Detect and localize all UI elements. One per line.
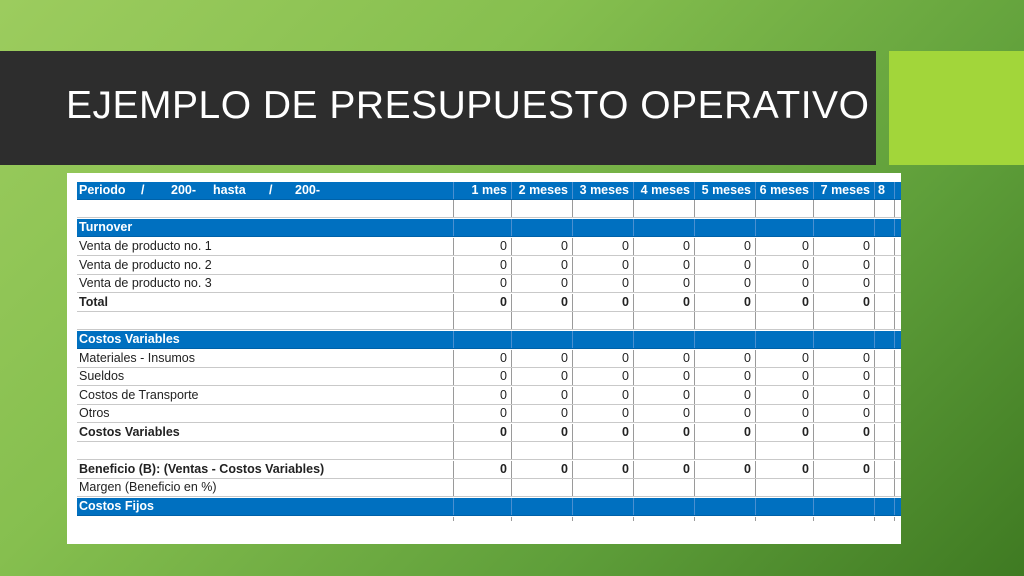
value-cell: 0 — [814, 257, 875, 274]
value-cell: 0 — [756, 424, 814, 441]
value-cell: 0 — [512, 424, 573, 441]
value-cell — [512, 479, 573, 496]
value-cell: 0 — [573, 238, 634, 255]
value-cell: 0 — [454, 387, 512, 404]
table-row — [77, 350, 901, 368]
row-label: Otros — [77, 405, 454, 422]
value-cell: 0 — [695, 294, 756, 311]
accent-square — [889, 51, 1024, 165]
table-row — [77, 275, 901, 293]
blank-row — [77, 442, 901, 460]
value-cell — [875, 387, 895, 404]
page-title: EJEMPLO DE PRESUPUESTO OPERATIVO — [66, 84, 870, 127]
value-cell — [875, 405, 895, 422]
period-label: Periodo — [79, 183, 126, 197]
value-cell: 0 — [634, 257, 695, 274]
table-row — [77, 405, 901, 423]
value-cell: 0 — [814, 238, 875, 255]
value-cell: 0 — [573, 424, 634, 441]
value-cell: 0 — [756, 275, 814, 292]
value-cell: 0 — [756, 238, 814, 255]
value-cell: 0 — [756, 294, 814, 311]
value-cell: 0 — [756, 350, 814, 367]
spreadsheet-image — [67, 173, 901, 544]
value-cell: 0 — [454, 294, 512, 311]
value-cell: 0 — [634, 405, 695, 422]
value-cell: 0 — [634, 461, 695, 478]
table-row — [77, 368, 901, 386]
value-cell — [875, 275, 895, 292]
row-label: Materiales - Insumos — [77, 350, 454, 367]
section-label: Turnover — [77, 219, 454, 236]
table-row — [77, 461, 901, 479]
value-cell: 0 — [695, 368, 756, 385]
table-row — [77, 257, 901, 275]
row-label: Margen (Beneficio en %) — [77, 479, 454, 496]
period-slash: / — [269, 183, 273, 197]
value-cell: 0 — [814, 350, 875, 367]
value-cell: 0 — [695, 405, 756, 422]
budget-table — [77, 182, 901, 521]
value-cell: 0 — [454, 405, 512, 422]
value-cell: 0 — [454, 257, 512, 274]
month-header: 4 meses — [634, 182, 695, 199]
table-row — [77, 238, 901, 256]
table-row — [77, 424, 901, 442]
value-cell: 0 — [512, 257, 573, 274]
value-cell: 0 — [634, 350, 695, 367]
value-cell — [875, 238, 895, 255]
row-label: Costos Variables — [77, 424, 454, 441]
value-cell: 0 — [454, 350, 512, 367]
section-header-turnover — [77, 219, 901, 237]
value-cell: 0 — [756, 461, 814, 478]
month-header: 5 meses — [695, 182, 756, 199]
value-cell: 0 — [756, 405, 814, 422]
value-cell: 0 — [814, 275, 875, 292]
month-header: 8 — [875, 182, 895, 199]
value-cell: 0 — [814, 294, 875, 311]
value-cell — [695, 479, 756, 496]
blank-row — [77, 200, 901, 218]
value-cell: 0 — [695, 387, 756, 404]
partial-row — [77, 517, 901, 521]
value-cell: 0 — [634, 424, 695, 441]
month-header: 2 meses — [512, 182, 573, 199]
value-cell: 0 — [512, 387, 573, 404]
value-cell: 0 — [756, 387, 814, 404]
period-year-to: 200- — [295, 183, 321, 197]
table-row — [77, 294, 901, 312]
value-cell: 0 — [573, 275, 634, 292]
value-cell — [875, 368, 895, 385]
value-cell: 0 — [634, 368, 695, 385]
value-cell: 0 — [634, 387, 695, 404]
section-header-costos-variables — [77, 331, 901, 349]
value-cell: 0 — [512, 294, 573, 311]
value-cell: 0 — [512, 275, 573, 292]
section-label: Costos Variables — [77, 331, 454, 348]
table-row — [77, 479, 901, 497]
row-label: Beneficio (B): (Ventas - Costos Variables) — [77, 461, 454, 478]
value-cell: 0 — [695, 350, 756, 367]
value-cell: 0 — [512, 350, 573, 367]
row-label: Costos de Transporte — [77, 387, 454, 404]
period-header — [77, 182, 454, 199]
value-cell: 0 — [573, 387, 634, 404]
value-cell: 0 — [695, 257, 756, 274]
value-cell: 0 — [454, 424, 512, 441]
value-cell: 0 — [634, 238, 695, 255]
value-cell — [573, 479, 634, 496]
value-cell — [875, 257, 895, 274]
value-cell — [634, 479, 695, 496]
value-cell: 0 — [512, 368, 573, 385]
value-cell: 0 — [573, 350, 634, 367]
value-cell: 0 — [695, 424, 756, 441]
value-cell — [756, 479, 814, 496]
value-cell — [454, 479, 512, 496]
month-header: 7 meses — [814, 182, 875, 199]
row-label: Venta de producto no. 3 — [77, 275, 454, 292]
row-label: Venta de producto no. 2 — [77, 257, 454, 274]
value-cell: 0 — [814, 405, 875, 422]
row-label: Venta de producto no. 1 — [77, 238, 454, 255]
value-cell — [875, 461, 895, 478]
value-cell: 0 — [814, 424, 875, 441]
table-row — [77, 387, 901, 405]
value-cell — [875, 350, 895, 367]
value-cell: 0 — [512, 461, 573, 478]
month-header: 3 meses — [573, 182, 634, 199]
value-cell: 0 — [573, 461, 634, 478]
value-cell: 0 — [695, 275, 756, 292]
header-row — [77, 182, 901, 200]
value-cell: 0 — [454, 238, 512, 255]
value-cell: 0 — [814, 387, 875, 404]
value-cell: 0 — [756, 368, 814, 385]
row-label: Sueldos — [77, 368, 454, 385]
value-cell: 0 — [756, 257, 814, 274]
blank-row — [77, 312, 901, 330]
month-header: 1 mes — [454, 182, 512, 199]
value-cell: 0 — [695, 461, 756, 478]
section-header-costos-fijos — [77, 498, 901, 516]
value-cell: 0 — [512, 238, 573, 255]
value-cell: 0 — [454, 275, 512, 292]
period-hasta: hasta — [213, 183, 246, 197]
value-cell: 0 — [573, 294, 634, 311]
value-cell — [875, 424, 895, 441]
value-cell — [814, 479, 875, 496]
value-cell: 0 — [573, 257, 634, 274]
value-cell: 0 — [814, 461, 875, 478]
value-cell: 0 — [573, 405, 634, 422]
month-header: 6 meses — [756, 182, 814, 199]
value-cell: 0 — [634, 294, 695, 311]
value-cell: 0 — [454, 368, 512, 385]
value-cell: 0 — [512, 405, 573, 422]
value-cell — [875, 479, 895, 496]
value-cell: 0 — [634, 275, 695, 292]
section-label: Costos Fijos — [77, 498, 454, 515]
row-label: Total — [77, 294, 454, 311]
value-cell: 0 — [573, 368, 634, 385]
value-cell: 0 — [695, 238, 756, 255]
period-year-from: 200- — [171, 183, 197, 197]
value-cell — [875, 294, 895, 311]
value-cell: 0 — [454, 461, 512, 478]
period-slash: / — [141, 183, 145, 197]
value-cell: 0 — [814, 368, 875, 385]
